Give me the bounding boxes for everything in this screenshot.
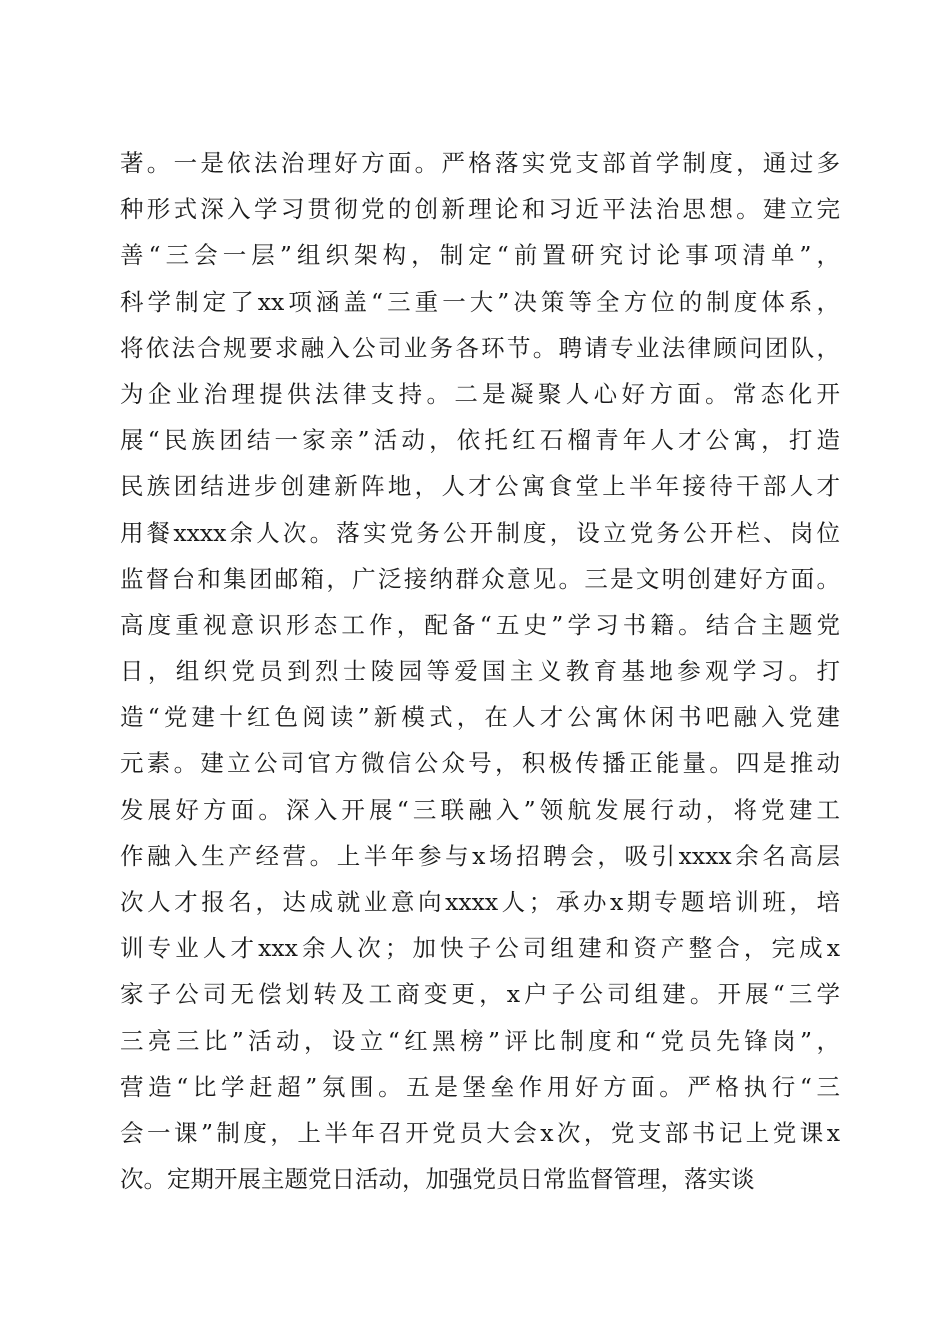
text-line-21: 营造“比学赶超”氛围。五是堡垒作用好方面。严格执行“三 xyxy=(120,1072,840,1101)
text-line-12: 日，组织党员到烈士陵园等爱国主义教育基地参观学习。打 xyxy=(120,657,840,686)
text-line-11: 高度重视意识形态工作，配备“五史”学习书籍。结合主题党 xyxy=(120,610,840,639)
text-line-15: 发展好方面。深入开展“三联融入”领航发展行动，将党建工 xyxy=(120,795,840,824)
text-line-4: 科学制定了xx项涵盖“三重一大”决策等全方位的制度体系， xyxy=(120,287,840,316)
text-line-18: 训专业人才xxx余人次；加快子公司组建和资产整合，完成x xyxy=(120,934,840,963)
text-line-5: 将依法合规要求融入公司业务各环节。聘请专业法律顾问团队， xyxy=(120,333,840,362)
text-line-6: 为企业治理提供法律支持。二是凝聚人心好方面。常态化开 xyxy=(120,379,840,408)
text-line-9: 用餐xxxx余人次。落实党务公开制度，设立党务公开栏、岗位 xyxy=(120,518,840,547)
text-line-10: 监督台和集团邮箱，广泛接纳群众意见。三是文明创建好方面。 xyxy=(120,564,840,593)
text-line-1: 著。一是依法治理好方面。严格落实党支部首学制度，通过多 xyxy=(120,149,840,177)
text-line-14: 元素。建立公司官方微信公众号，积极传播正能量。四是推动 xyxy=(120,749,840,778)
text-line-20: 三亮三比”活动，设立“红黑榜”评比制度和“党员先锋岗”， xyxy=(120,1026,840,1055)
text-line-17: 次人才报名，达成就业意向xxxx人；承办x期专题培训班，培 xyxy=(120,888,840,916)
text-line-22: 会一课”制度，上半年召开党员大会x次，党支部书记上党课x xyxy=(120,1118,840,1147)
text-line-7: 展“民族团结一家亲”活动，依托红石榴青年人才公寓，打造 xyxy=(120,426,840,455)
text-line-23: 次。定期开展主题党日活动，加强党员日常监督管理，落实谈 xyxy=(120,1165,755,1194)
text-line-2: 种形式深入学习贯彻党的创新理论和习近平法治思想。建立完 xyxy=(120,195,840,224)
text-line-13: 造“党建十红色阅读”新模式，在人才公寓休闲书吧融入党建 xyxy=(120,703,840,732)
text-line-8: 民族团结进步创建新阵地，人才公寓食堂上半年接待干部人才 xyxy=(120,472,840,501)
body-text xyxy=(120,140,840,1202)
text-line-16: 作融入生产经营。上半年参与x场招聘会，吸引xxxx余名高层 xyxy=(120,841,840,870)
text-line-19: 家子公司无偿划转及工商变更，x户子公司组建。开展“三学 xyxy=(120,980,840,1009)
text-line-3: 善“三会一层”组织架构，制定“前置研究讨论事项清单”， xyxy=(120,241,840,270)
